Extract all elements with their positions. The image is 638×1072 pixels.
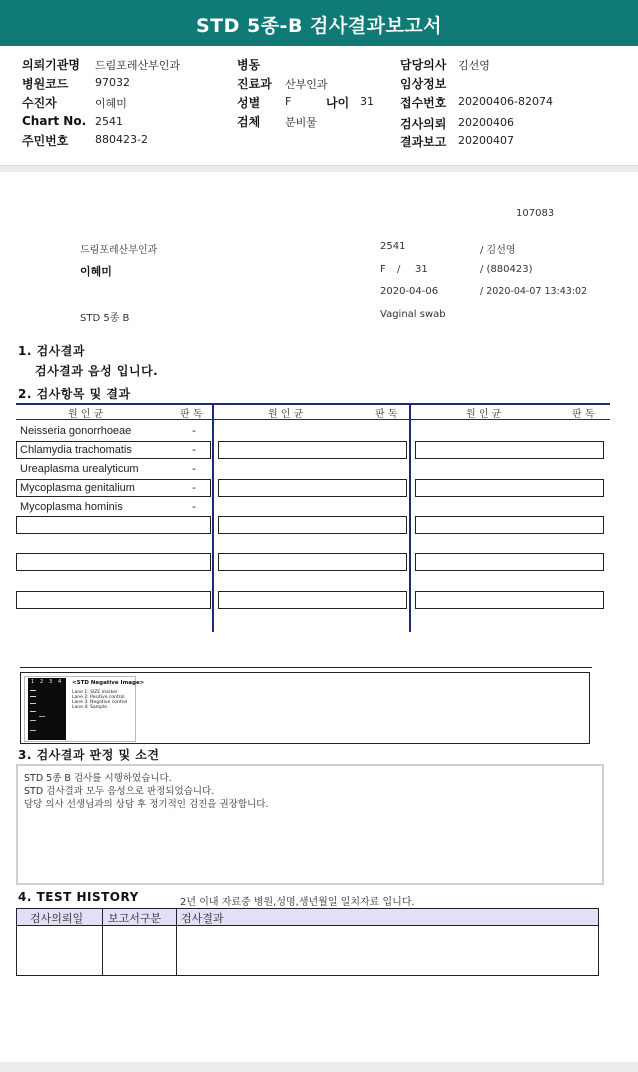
column-header: 원 인 균 bbox=[268, 409, 304, 420]
page-footer-gap bbox=[0, 1062, 638, 1072]
header-value: 이혜미 bbox=[95, 97, 127, 110]
history-note: 2년 이내 자료중 병원,성명,생년월일 일치자료 입니다. bbox=[180, 897, 415, 908]
header-value: 20200407 bbox=[458, 134, 514, 147]
header-label: 수진자 bbox=[22, 96, 57, 110]
result-row-box bbox=[16, 591, 211, 609]
header-value: F bbox=[285, 95, 292, 108]
result-row-box bbox=[218, 479, 407, 497]
chart-number: 2541 bbox=[380, 241, 406, 252]
patient-name: 이혜미 bbox=[80, 265, 112, 278]
header-value: 880423-2 bbox=[95, 133, 148, 146]
header-label: Chart No. bbox=[22, 114, 87, 128]
test-name: STD 5종 B bbox=[80, 313, 130, 324]
section-title: 4. TEST HISTORY bbox=[18, 890, 139, 904]
report-header bbox=[0, 46, 638, 166]
section-title: 3. 검사결과 판정 및 소견 bbox=[18, 748, 160, 762]
lane-label: 1 bbox=[31, 679, 35, 685]
history-table-header bbox=[17, 909, 598, 926]
result-row-box bbox=[218, 591, 407, 609]
patient-sex: F bbox=[380, 264, 386, 275]
gel-band bbox=[30, 720, 36, 721]
gel-electrophoresis-image bbox=[28, 678, 66, 740]
header-value: 31 bbox=[360, 95, 374, 108]
header-label: 검체 bbox=[237, 115, 261, 129]
patient-birth: / (880423) bbox=[480, 264, 533, 275]
header-label: 결과보고 bbox=[400, 135, 447, 149]
column-divider bbox=[212, 404, 214, 632]
column-header: 판 독 bbox=[572, 409, 595, 420]
history-col-divider bbox=[102, 909, 103, 975]
result-row-box bbox=[415, 516, 604, 534]
gel-band bbox=[30, 703, 36, 704]
report-title: STD 5종-B 검사결과보고서 bbox=[0, 0, 638, 46]
result-row-box bbox=[218, 553, 407, 571]
column-header: 원 인 균 bbox=[68, 409, 104, 420]
lane-label: 3 bbox=[49, 679, 53, 685]
pathogen-name: Neisseria gonorrhoeae bbox=[20, 425, 132, 437]
result-summary: 검사결과 음성 입니다. bbox=[35, 364, 159, 378]
gel-image-heading: <STD Negative Image> bbox=[72, 680, 145, 686]
gel-band bbox=[30, 711, 36, 712]
gel-band bbox=[30, 696, 36, 697]
table-top-rule bbox=[16, 403, 610, 405]
pathogen-name: Ureaplasma urealyticum bbox=[20, 463, 139, 475]
history-column-header: 보고서구분 bbox=[108, 912, 162, 925]
section-title: 1. 검사결과 bbox=[18, 344, 85, 358]
pathogen-name: Chlamydia trachomatis bbox=[20, 444, 132, 456]
reported-datetime: / 2020-04-07 13:43:02 bbox=[480, 286, 588, 297]
gel-legend: Lane 3: Negative control bbox=[72, 700, 128, 705]
result-row-box bbox=[16, 553, 211, 571]
header-label: 접수번호 bbox=[400, 96, 447, 110]
gel-band bbox=[30, 690, 36, 691]
gel-band bbox=[30, 730, 36, 731]
column-header: 원 인 균 bbox=[466, 409, 502, 420]
opinion-line: STD 검사결과 모두 음성으로 판정되었습니다. bbox=[24, 786, 215, 797]
sex-age-separator: / bbox=[397, 264, 401, 275]
table-head-rule bbox=[16, 419, 610, 420]
column-divider bbox=[409, 404, 411, 632]
header-label: 담당의사 bbox=[400, 58, 447, 72]
result-row-box bbox=[218, 441, 407, 459]
pathogen-result: - bbox=[192, 500, 196, 513]
header-value: 2541 bbox=[95, 115, 123, 128]
header-value: 분비물 bbox=[285, 116, 317, 129]
gel-band bbox=[39, 716, 45, 717]
history-col-divider bbox=[176, 909, 177, 975]
header-label: 성별 bbox=[237, 96, 261, 110]
header-value: 20200406-82074 bbox=[458, 95, 553, 108]
lane-label: 2 bbox=[40, 679, 44, 685]
header-label: 진료과 bbox=[237, 77, 272, 91]
opinion-line: STD 5종 B 검사를 시행하였습니다. bbox=[24, 773, 172, 784]
page-gap bbox=[0, 166, 638, 172]
column-header: 판 독 bbox=[180, 409, 203, 420]
gel-legend: Lane 4: Sample bbox=[72, 705, 107, 710]
header-value: 산부인과 bbox=[285, 78, 328, 91]
result-row-box bbox=[16, 516, 211, 534]
result-row-box bbox=[415, 479, 604, 497]
section-title: 2. 검사항목 및 결과 bbox=[18, 387, 131, 401]
result-row-box bbox=[415, 553, 604, 571]
header-label: 주민번호 bbox=[22, 134, 69, 148]
pathogen-name: Mycoplasma genitalium bbox=[20, 482, 135, 494]
pathogen-result: - bbox=[192, 462, 196, 475]
header-label: 의뢰기관명 bbox=[22, 58, 80, 72]
pathogen-result: - bbox=[192, 481, 196, 494]
header-label: 병동 bbox=[237, 58, 261, 72]
opinion-line: 담당 의사 선생님과의 상담 후 정기적인 검진을 권장합니다. bbox=[24, 799, 269, 810]
header-label: 임상정보 bbox=[400, 77, 447, 91]
patient-age: 31 bbox=[415, 264, 428, 275]
doctor-name: / 김선영 bbox=[480, 245, 516, 256]
specimen-type: Vaginal swab bbox=[380, 309, 446, 320]
header-value: 20200406 bbox=[458, 116, 514, 129]
result-row-box bbox=[218, 516, 407, 534]
result-row-box bbox=[415, 441, 604, 459]
column-header: 판 독 bbox=[375, 409, 398, 420]
image-panel-rule bbox=[20, 667, 592, 668]
lane-label: 4 bbox=[58, 679, 62, 685]
received-date: 2020-04-06 bbox=[380, 286, 439, 297]
gel-legend: Lane 1: SIZE marker bbox=[72, 690, 118, 695]
result-row-box bbox=[415, 591, 604, 609]
header-label: 검사의뢰 bbox=[400, 117, 447, 131]
pathogen-result: - bbox=[192, 443, 196, 456]
pathogen-name: Mycoplasma hominis bbox=[20, 501, 123, 513]
header-label: 나이 bbox=[326, 96, 350, 110]
header-value: 김선영 bbox=[458, 59, 490, 72]
report-number: 107083 bbox=[516, 208, 555, 219]
gel-legend: Lane 2: Positive control bbox=[72, 695, 125, 700]
header-value: 97032 bbox=[95, 76, 130, 89]
header-value: 드림포레산부인과 bbox=[95, 59, 181, 72]
pathogen-result: - bbox=[192, 424, 196, 437]
hospital-name: 드림포레산부인과 bbox=[80, 245, 158, 256]
history-column-header: 검사의뢰일 bbox=[30, 912, 84, 925]
history-column-header: 검사결과 bbox=[181, 912, 224, 925]
header-label: 병원코드 bbox=[22, 77, 69, 91]
